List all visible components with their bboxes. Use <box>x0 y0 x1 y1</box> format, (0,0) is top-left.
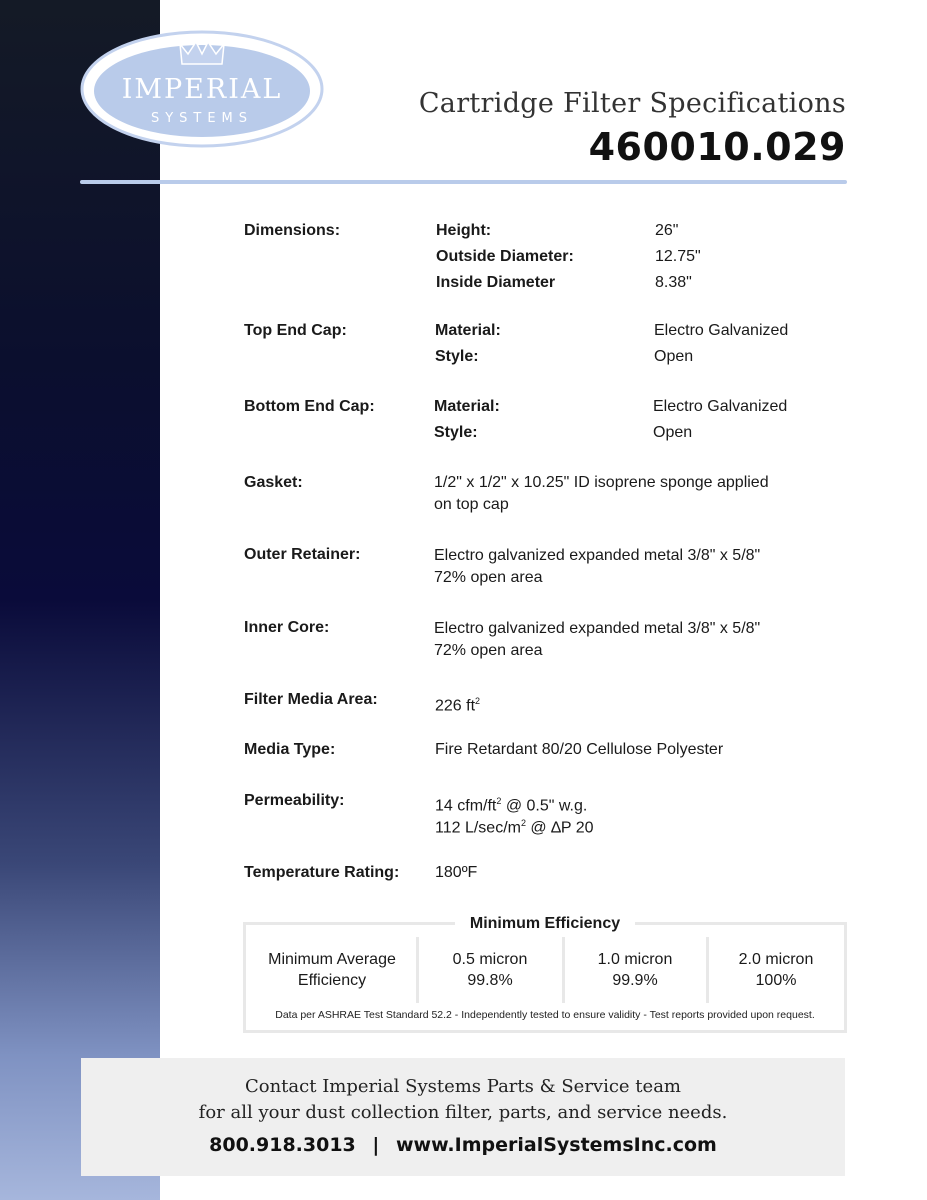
website-link[interactable]: www.ImperialSystemsInc.com <box>395 1134 717 1156</box>
style-label: Style: <box>434 424 478 441</box>
height-label: Height: <box>436 222 492 239</box>
contact-line-2: for all your dust collection filter, parts, and service needs. <box>198 1102 728 1123</box>
spec-label: Bottom End Cap: <box>244 398 375 415</box>
inside-diameter-value: 8.38" <box>655 274 692 291</box>
spec-label: Outer Retainer: <box>244 546 361 563</box>
style-value: Open <box>654 348 694 365</box>
style-label: Style: <box>435 348 479 365</box>
inner-core-line-1: Electro galvanized expanded metal 3/8" x 5/8" <box>434 620 761 637</box>
separator: | <box>372 1134 380 1156</box>
part-number: 460010.029 <box>588 125 846 169</box>
contact-line-1: Contact Imperial Systems Parts & Service team <box>244 1076 681 1097</box>
spec-label: Temperature Rating: <box>244 864 400 881</box>
spec-label: Top End Cap: <box>244 322 347 339</box>
spec-label: Media Type: <box>244 741 336 758</box>
efficiency-title: Minimum Efficiency <box>455 913 635 935</box>
efficiency-column <box>709 949 843 1015</box>
efficiency-column <box>565 949 705 1015</box>
logo-tagline: SYSTEMS <box>150 111 254 126</box>
contact-panel <box>81 1058 845 1176</box>
document-header <box>419 88 846 169</box>
efficiency-footnote: Data per ASHRAE Test Standard 52.2 - Independently tested to ensure validity - Test reports provided upon request. <box>275 1009 815 1021</box>
spec-label: Inner Core: <box>244 619 330 636</box>
efficiency-column <box>419 949 561 1015</box>
permeability-line-2 <box>435 812 594 839</box>
gasket-line-1: 1/2" x 1/2" x 10.25" ID isoprene sponge applied <box>434 474 769 491</box>
spec-label: Gasket: <box>244 474 303 491</box>
imperial-systems-logo <box>80 30 324 148</box>
particle-size: 1.0 micron <box>597 951 673 968</box>
particle-size: 0.5 micron <box>452 951 528 968</box>
material-value: Electro Galvanized <box>653 398 788 415</box>
permeability-metric-condition: @ ∆P 20 <box>525 819 594 837</box>
spec-label: Dimensions: <box>244 222 341 239</box>
filter-media-area-value <box>435 690 480 717</box>
phone-number[interactable]: 800.918.3013 <box>209 1134 356 1156</box>
spec-label: Filter Media Area: <box>244 691 378 708</box>
material-label: Material: <box>435 322 501 339</box>
efficiency-value: 99.8% <box>467 972 513 989</box>
material-value: Electro Galvanized <box>654 322 789 339</box>
inner-core-line-2: 72% open area <box>434 642 543 659</box>
gasket-line-2: on top cap <box>434 496 509 513</box>
material-label: Material: <box>434 398 500 415</box>
area-unit-superscript: 2 <box>475 696 481 706</box>
row-label-line-1: Minimum Average <box>268 951 396 968</box>
media-type-value: Fire Retardant 80/20 Cellulose Polyester <box>435 741 724 758</box>
permeability-imperial: 14 cfm/ft <box>435 797 497 815</box>
document-title: Cartridge Filter Specifications <box>418 88 846 119</box>
header-divider <box>80 180 847 184</box>
spec-label: Permeability: <box>244 792 345 809</box>
temperature-value: 180ºF <box>435 864 478 881</box>
efficiency-value: 100% <box>755 972 797 989</box>
logo-wordmark: IMPERIAL <box>121 74 283 105</box>
area-number: 226 ft <box>435 697 476 715</box>
superscript: 2 <box>496 796 502 806</box>
outside-diameter-value: 12.75" <box>655 248 701 265</box>
height-value: 26" <box>655 222 679 239</box>
permeability-metric: 112 L/sec/m <box>435 819 521 837</box>
contact-info <box>81 1134 845 1156</box>
efficiency-value: 99.9% <box>612 972 658 989</box>
inside-diameter-label: Inside Diameter <box>436 274 556 291</box>
outer-retainer-line-2: 72% open area <box>434 569 543 586</box>
superscript: 2 <box>520 818 526 828</box>
outer-retainer-line-1: Electro galvanized expanded metal 3/8" x 5/8" <box>434 547 761 564</box>
particle-size: 2.0 micron <box>738 951 814 968</box>
permeability-imperial-condition: @ 0.5" w.g. <box>501 797 588 815</box>
outside-diameter-label: Outside Diameter: <box>436 248 574 265</box>
row-label-line-2: Efficiency <box>297 972 367 989</box>
style-value: Open <box>653 424 693 441</box>
efficiency-row-label <box>249 949 415 1015</box>
